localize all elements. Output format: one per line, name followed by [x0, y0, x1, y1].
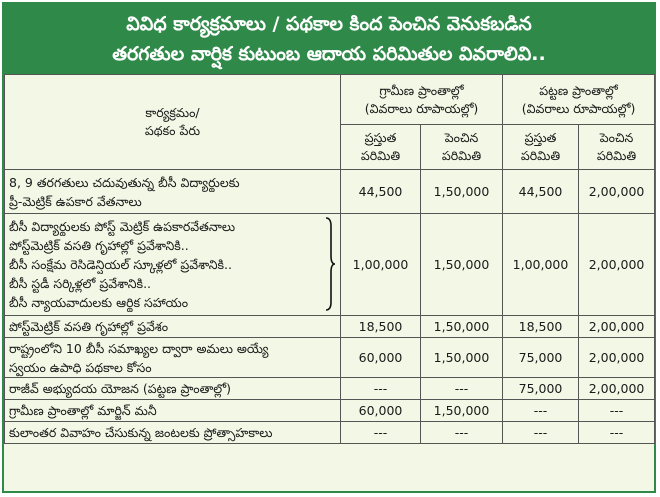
rural-current-cell: 1,00,000	[341, 214, 421, 316]
program-name-line: బీసీ స్టడీ సర్కిళ్లలో ప్రవేశానికి..	[9, 276, 152, 291]
table-row	[5, 338, 655, 378]
right-brace-icon	[324, 216, 336, 312]
program-name-line: రాష్ట్రంలోని 10 బీసీ సమాఖ్యల ద్వారా అమలు అయ్యే	[9, 340, 269, 356]
program-name-line: కులాంతర వివాహం చేసుకున్న జంటలకు ప్రోత్సాహకాలు	[9, 425, 273, 440]
program-name-cell	[5, 422, 341, 444]
income-limits-table	[4, 74, 655, 444]
rural-increased-cell: 1,50,000	[421, 400, 503, 422]
program-name-line: పోస్ట్‌మెట్రిక్ వసతి గృహాల్లో ప్రవేశానికి..	[9, 238, 189, 253]
program-name-line: బీసీ న్యాయవాదులకు ఆర్థిక సహాయం	[9, 295, 189, 310]
urban-increased-cell: 2,00,000	[579, 316, 655, 338]
program-name-cell	[5, 338, 341, 378]
urban-increased-cell: ---	[579, 400, 655, 422]
program-name-line: పోస్ట్‌మెట్రిక్ వసతి గృహాల్లో ప్రవేశం	[9, 319, 169, 334]
urban-current-cell: 1,00,000	[503, 214, 579, 316]
rural-increased-cell: 1,50,000	[421, 214, 503, 316]
program-name-line: 8, 9 తరగతులు చదువుతున్న బీసీ విద్యార్థులకు	[9, 174, 240, 190]
urban-current-cell: ---	[503, 422, 579, 444]
table-row	[5, 170, 655, 214]
rural-current-cell: ---	[341, 378, 421, 400]
urban-current-cell: 18,500	[503, 316, 579, 338]
header-urban: పట్టణ ప్రాంతాల్లో (వివరాలు రూపాయల్లో)	[503, 75, 655, 125]
program-name-cell	[5, 378, 341, 400]
rural-current-cell: 60,000	[341, 400, 421, 422]
urban-current-cell: 44,500	[503, 170, 579, 214]
header-urban-increased: పెంచిన పరిమితి	[579, 125, 655, 170]
header-rural-increased: పెంచిన పరిమితి	[421, 125, 503, 170]
program-name-line: గ్రామీణ ప్రాంతాల్లో మార్జిన్ మనీ	[9, 403, 157, 418]
rural-increased-cell: 1,50,000	[421, 170, 503, 214]
program-name-line: ప్రీ-మెట్రిక్ ఉపకార వేతనాలు	[9, 193, 142, 209]
header-program: కార్యక్రమం/ పథకం పేరు	[5, 75, 341, 170]
rural-increased-cell: 1,50,000	[421, 316, 503, 338]
table-row	[5, 378, 655, 400]
urban-current-cell: 75,000	[503, 338, 579, 378]
program-name-cell	[5, 316, 341, 338]
urban-current-cell: ---	[503, 400, 579, 422]
table-row	[5, 422, 655, 444]
program-name-line: బీసీ సంక్షేమ రెసిడెన్షియల్ స్కూళ్లలో ప్రవేశానికి..	[9, 257, 233, 272]
urban-increased-cell: ---	[579, 422, 655, 444]
document-frame	[2, 2, 656, 493]
header-urban-current: ప్రస్తుత పరిమితి	[503, 125, 579, 170]
rural-current-cell: 44,500	[341, 170, 421, 214]
title-banner	[4, 4, 654, 74]
header-rural-current: ప్రస్తుత పరిమితి	[341, 125, 421, 170]
program-name-line: బీసీ విద్యార్థులకు పోస్ట్ మెట్రిక్ ఉపకారవేతనాలు	[9, 219, 236, 234]
table-row	[5, 400, 655, 422]
header-rural: గ్రామీణ ప్రాంతాల్లో (వివరాలు రూపాయల్లో)	[341, 75, 503, 125]
urban-increased-cell: 2,00,000	[579, 170, 655, 214]
rural-current-cell: 60,000	[341, 338, 421, 378]
program-name-cell	[5, 170, 341, 214]
table-row	[5, 214, 655, 316]
table-body	[5, 170, 655, 444]
program-name-line: రాజీవ్ అభ్యుదయ యోజన (పట్టణ ప్రాంతాల్లో)	[9, 381, 232, 396]
rural-increased-cell: ---	[421, 378, 503, 400]
rural-current-cell: 18,500	[341, 316, 421, 338]
urban-increased-cell: 2,00,000	[579, 378, 655, 400]
program-name-line: స్వయం ఉపాధి పథకాల కోసం	[9, 359, 152, 375]
urban-current-cell: 75,000	[503, 378, 579, 400]
rural-increased-cell: 1,50,000	[421, 338, 503, 378]
rural-increased-cell: ---	[421, 422, 503, 444]
urban-increased-cell: 2,00,000	[579, 338, 655, 378]
rural-current-cell: ---	[341, 422, 421, 444]
table-row	[5, 316, 655, 338]
program-name-cell	[5, 214, 341, 316]
program-name-cell	[5, 400, 341, 422]
title-line-2: తరగతుల వార్షిక కుటుంబ ఆదాయ పరిమితుల వివరాలివి..	[112, 43, 546, 65]
urban-increased-cell: 2,00,000	[579, 214, 655, 316]
title-line-1: వివిధ కార్యక్రమాలు / పథకాల కింద పెంచిన వెనుకబడిన	[126, 13, 532, 35]
